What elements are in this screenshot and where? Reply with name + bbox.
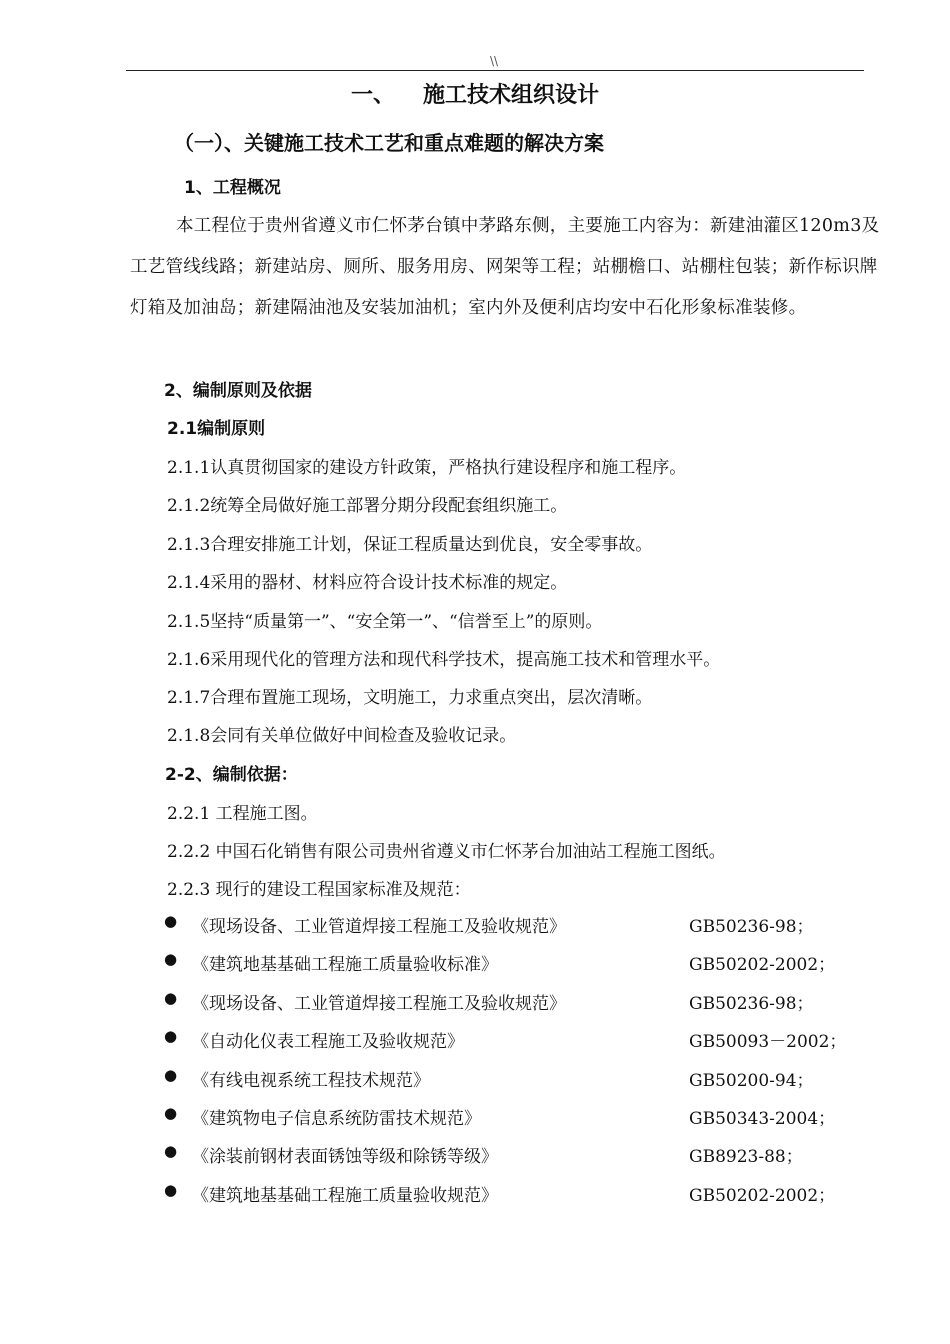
standard-item <box>164 1104 864 1128</box>
standard-name: 《有线电视系统工程技术规范》 <box>192 1071 430 1091</box>
standard-code: GB50343-2004； <box>689 1109 836 1129</box>
standard-name: 《建筑地基基础工程施工质量验收规范》 <box>192 1186 498 1206</box>
bullet-icon: ● <box>164 950 178 968</box>
standard-code: GB50236-98； <box>689 917 814 937</box>
bullet-icon: ● <box>164 1027 178 1045</box>
header-rule <box>126 70 864 71</box>
standard-name: 《建筑地基基础工程施工质量验收标准》 <box>192 955 498 975</box>
principle-item: 2.1.7合理布置施工现场，文明施工，力求重点突出，层次清晰。 <box>167 688 653 708</box>
project-overview-paragraph: 本工程位于贵州省遵义市仁怀茅台镇中茅路东侧，主要施工内容为：新建油灌区120m3及工艺管线线路；新建站房、厕所、服务用房、网架等工程；站棚檐口、站棚柱包装；新作标识牌灯箱及加油岛；新建隔油池及安装加油机；室内外及便利店均安中石化形象标准装修。 <box>130 216 880 318</box>
basis-item: 2.2.2 中国石化销售有限公司贵州省遵义市仁怀茅台加油站工程施工图纸。 <box>167 842 726 862</box>
bullet-icon: ● <box>164 1142 178 1160</box>
heading-principles-basis: 2、编制原则及依据 <box>164 381 312 401</box>
standard-item <box>164 1066 864 1090</box>
standard-name: 《建筑物电子信息系统防雷技术规范》 <box>192 1109 481 1129</box>
standard-item <box>164 989 864 1013</box>
section-subtitle: （一）、关键施工技术工艺和重点难题的解决方案 <box>174 131 604 155</box>
heading-basis: 2-2、编制依据： <box>165 765 298 785</box>
title-text: 施工技术组织设计 <box>423 83 600 108</box>
principle-item: 2.1.5坚持“质量第一”、“安全第一”、“信誉至上”的原则。 <box>167 612 603 632</box>
bullet-icon: ● <box>164 1104 178 1122</box>
principle-item: 2.1.1认真贯彻国家的建设方针政策，严格执行建设程序和施工程序。 <box>167 458 687 478</box>
standard-code: GB50202-2002； <box>689 1186 836 1206</box>
title-number: 一、 <box>350 83 395 108</box>
principle-item: 2.1.3合理安排施工计划，保证工程质量达到优良，安全零事故。 <box>167 535 653 555</box>
standard-item <box>164 912 864 936</box>
bullet-icon: ● <box>164 1181 178 1199</box>
header-mark: \\ <box>490 54 499 68</box>
heading-principles: 2.1编制原则 <box>167 419 266 439</box>
page-title <box>0 78 950 109</box>
standard-code: GB50236-98； <box>689 994 814 1014</box>
heading-project-overview: 1、工程概况 <box>184 178 281 198</box>
standard-name: 《涂装前钢材表面锈蚀等级和除锈等级》 <box>192 1147 498 1167</box>
principle-item: 2.1.2统筹全局做好施工部署分期分段配套组织施工。 <box>167 496 568 516</box>
standard-item <box>164 1142 864 1166</box>
bullet-icon: ● <box>164 912 178 930</box>
standard-code: GB50200-94； <box>689 1071 814 1091</box>
standard-item <box>164 1181 864 1205</box>
standard-name: 《现场设备、工业管道焊接工程施工及验收规范》 <box>192 994 566 1014</box>
standard-item <box>164 1027 864 1051</box>
principle-item: 2.1.4采用的器材、材料应符合设计技术标准的规定。 <box>167 573 568 593</box>
principle-item: 2.1.6采用现代化的管理方法和现代科学技术，提高施工技术和管理水平。 <box>167 650 721 670</box>
standard-code: GB50202-2002； <box>689 955 836 975</box>
standard-item <box>164 950 864 974</box>
basis-item: 2.2.1 工程施工图。 <box>167 804 318 824</box>
standard-name: 《现场设备、工业管道焊接工程施工及验收规范》 <box>192 917 566 937</box>
basis-item: 2.2.3 现行的建设工程国家标准及规范： <box>167 880 471 900</box>
bullet-icon: ● <box>164 1066 178 1084</box>
standard-code: GB8923-88； <box>689 1147 803 1167</box>
bullet-icon: ● <box>164 989 178 1007</box>
principle-item: 2.1.8会同有关单位做好中间检查及验收记录。 <box>167 726 517 746</box>
standard-code: GB50093－2002； <box>689 1032 847 1052</box>
standard-name: 《自动化仪表工程施工及验收规范》 <box>192 1032 464 1052</box>
